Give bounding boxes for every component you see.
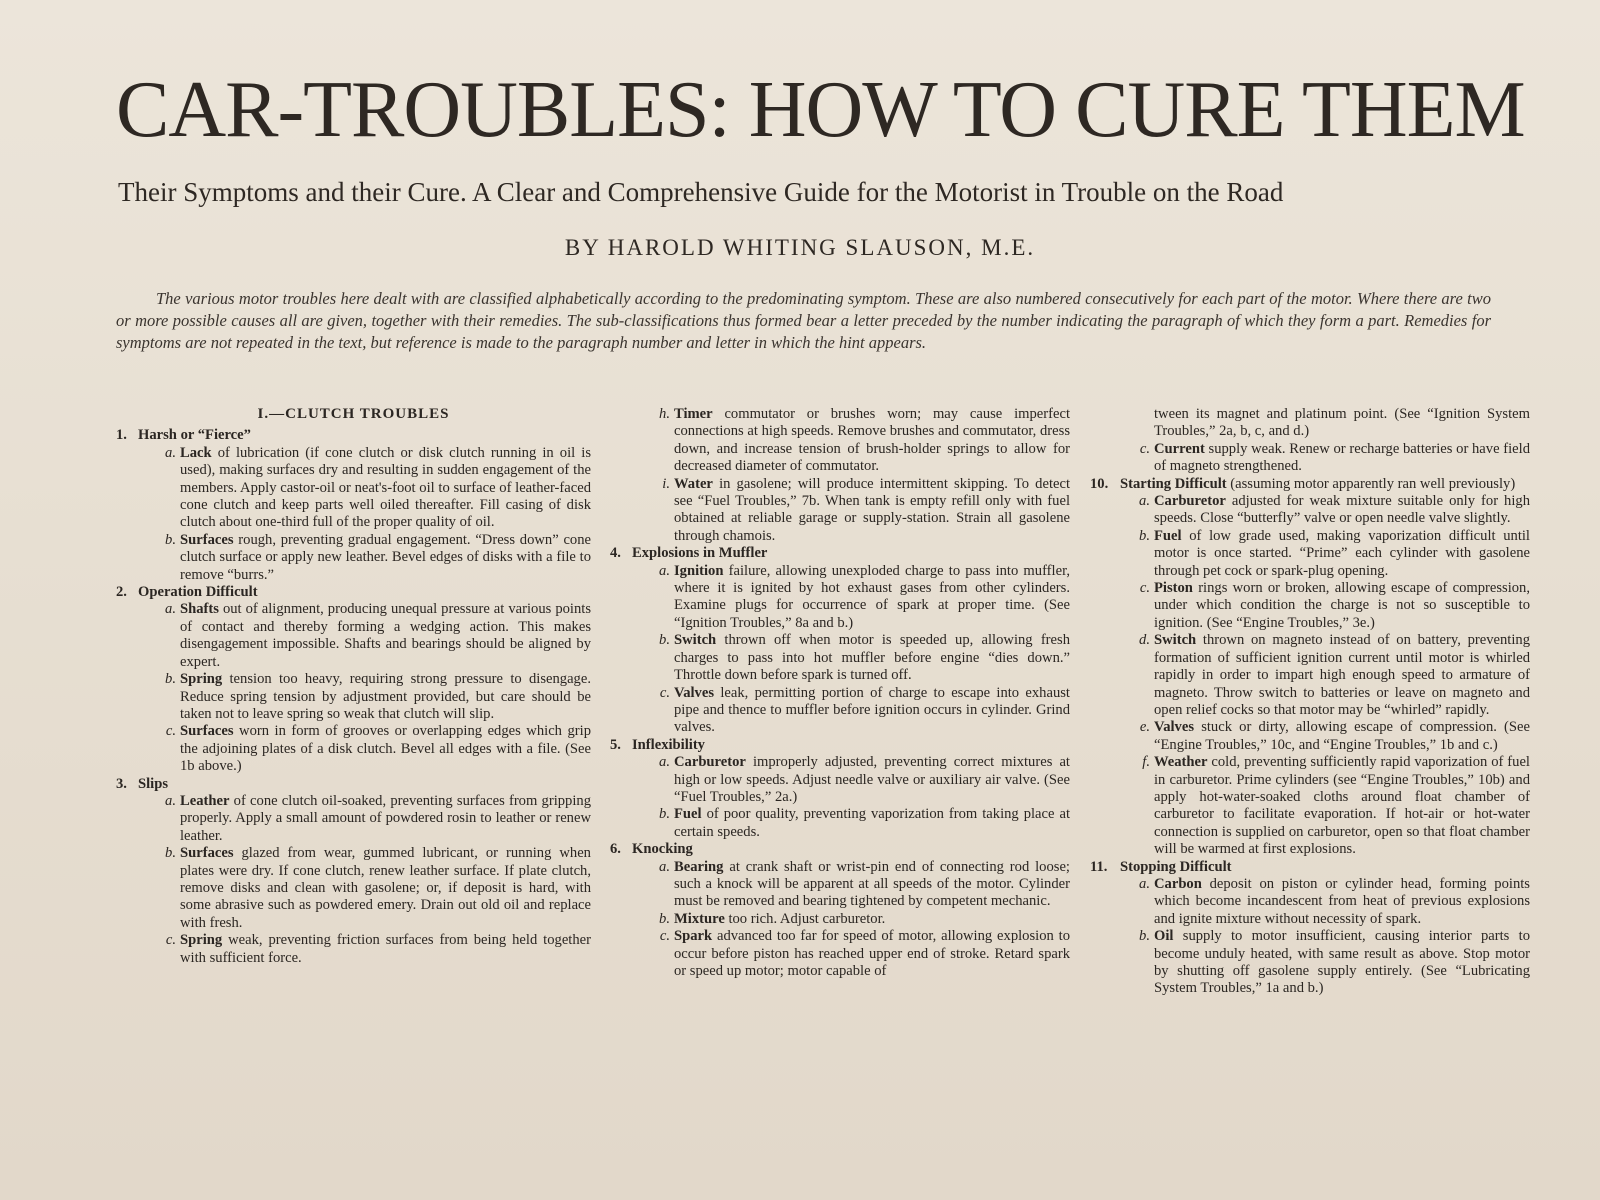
entry-c-current: c. Current supply weak. Renew or recharge batteries or have field of magneto strengthened. [1139, 440, 1530, 475]
heading-harsh-or-fierce: 1. Harsh or “Fierce” [116, 427, 251, 444]
entry-10b: b. Fuel of low grade used, making vaporization difficult until motor is once started. “Prime” each cylinder with gasolene through pet cock or spark-plug opening. [1139, 527, 1530, 579]
column-3 [1090, 406, 1530, 998]
entry-4a: a. Ignition failure, allowing unexploded charge to pass into muffler, where it is ignited by hot exhaust gases from other cylinders. Examine plugs for occurrence of spark at proper time. (See “Ignition Troubles,” 8a and b.) [659, 562, 1070, 631]
heading-explosions-in-muffler: 4. Explosions in Muffler [610, 545, 768, 562]
entry-1a: a. Lack of lubrication (if cone clutch or disk clutch running in oil is used), making surfaces dry and resulting in sudden engagement of the members. Apply castor-oil or neat's-foot oil to surface of leather-faced cone clutch and keep parts well oiled thereafter. Fill casing of disk clutch about one-third full of the proper quality of oil. [165, 444, 591, 531]
heading-knocking: 6. Knocking [610, 841, 693, 858]
entry-3b: b. Surfaces glazed from wear, gummed lubricant, or running when plates were dry. If cone clutch, renew leather surface. If plate clutch, remove disks and clean with gasolene; or, if deposit is hard, with some abrasive such as powdered emery. Drain out old oil and replace with fresh. [165, 845, 591, 931]
entry-2a: a. Shafts out of alignment, producing unequal pressure at various points of contact and thereby forming a wedging action. This makes disengagement impossible. Shafts and bearings should be aligned by expert. [165, 601, 591, 670]
page-title: CAR-TROUBLES: HOW TO CURE THEM [116, 66, 1525, 154]
entry-h-timer: h. Timer commutator or brushes worn; may cause imperfect connections at high speeds. Remove brushes and commutator, dress down, and increase tension of brush-holder springs to allow for decreased diameter of commutator. [659, 406, 1070, 475]
entry-10d: d. Switch thrown on magneto instead of on battery, preventing formation of sufficient ignition current until motor is whirled rapidly in order to impart high enough speed to armature of magneto. Throw switch to batteries or leave on magneto and open relief cocks so that motor may be “whirled” rapidly. [1139, 632, 1530, 718]
heading-inflexibility: 5. Inflexibility [610, 736, 705, 753]
entry-6a: a. Bearing at crank shaft or wrist-pin end of connecting rod loose; such a knock will be apparent at all speeds of the motor. Cylinder must be removed and bearing tightened by competent mechanic. [659, 858, 1070, 910]
heading-operation-difficult: 2. Operation Difficult [116, 584, 258, 601]
entry-11a: a. Carbon deposit on piston or cylinder head, forming points which become incandescent from heat of previous explosions and ignite mixture without necessity of spark. [1139, 875, 1530, 927]
page-subtitle: Their Symptoms and their Cure. A Clear and Comprehensive Guide for the Motorist in Trouble on the Road [118, 177, 1284, 207]
entry-5a: a. Carburetor improperly adjusted, preventing correct mixtures at high or low speeds. Adjust needle valve or auxiliary air valve. (See “Fuel Troubles,” 2a.) [659, 754, 1070, 805]
entry-3a: a. Leather of cone clutch oil-soaked, preventing surfaces from gripping properly. Apply a small amount of powdered rosin to leather or renew leather. [165, 792, 591, 844]
section-title: I.—CLUTCH TROUBLES [257, 406, 450, 422]
entry-4c: c. Valves leak, permitting portion of charge to escape into exhaust pipe and thence to muffler before ignition occurs in cylinder. Grind valves. [659, 684, 1070, 736]
entry-2b: b. Spring tension too heavy, requiring strong pressure to disengage. Reduce spring tension by adjustment provided, but care should be taken not to leave spring so weak that clutch will slip. [165, 671, 591, 722]
entry-10f: f. Weather cold, preventing sufficiently rapid vaporization of fuel in carburetor. Prime cylinders (see “Engine Troubles,” 10b) and apply hot-water-soaked cloths around float chamber of carburetor to facilitate evaporation. If hot-air or hot-water connection is supplied on carburetor, open so that float chamber will be warmed at first explosions. [1142, 754, 1530, 858]
entry-6b: b. Mixture too rich. Adjust carburetor. [659, 910, 886, 927]
heading-stopping-difficult: 11. Stopping Difficult [1090, 858, 1232, 875]
column-1 [116, 406, 591, 967]
entry-6c: c. Spark advanced too far for speed of motor, allowing explosion to occur before piston has reached upper end of stroke. Retard spark or speed up motor; motor capable of [659, 928, 1070, 979]
entry-i-water: i. Water in gasolene; will produce intermittent skipping. To detect see “Fuel Troubles,” 7b. When tank is empty refill only with fuel obtained at reliable garage or supply-station. Strain all gasolene through chamois. [662, 475, 1071, 544]
entry-11b: b. Oil supply to motor insufficient, causing interior parts to become unduly heated, with same result as above. Stop motor by shutting off gasolene supply entirely. (See “Lubricating System Troubles,” 1a and b.) [1139, 928, 1530, 997]
entry-10e: e. Valves stuck or dirty, allowing escape of compression. (See “Engine Troubles,” 10c, and “Engine Troubles,” 1b and c.) [1139, 719, 1530, 753]
intro-paragraph: The various motor troubles here dealt with are classified alphabetically according to the predominating symptom. These are also numbered consecutively for each part of the motor. Where there are two or more possible causes all are given, together with their remedies. The sub-classifications thus formed bear a letter preceded by the number indicating the paragraph of which they form a part. Remedies for symptoms are not repeated in the text, but reference is made to the paragraph number and letter in which the hint appears. [116, 289, 1491, 352]
entry-10c: c. Piston rings worn or broken, allowing escape of compression, under which condition the charge is not so susceptible to ignition. (See “Engine Troubles,” 3e.) [1139, 580, 1531, 631]
entry-10a: a. Carburetor adjusted for weak mixture suitable only for high speeds. Close “butterfly” valve or open needle valve slightly. [1139, 493, 1530, 527]
entry-3c: c. Spring weak, preventing friction surfaces from being held together with sufficient force. [165, 932, 591, 966]
author-byline: BY HAROLD WHITING SLAUSON, M.E. [564, 235, 1036, 260]
entry-5b: b. Fuel of poor quality, preventing vaporization from taking place at certain speeds. [659, 806, 1070, 840]
entry-4b: b. Switch thrown off when motor is speeded up, allowing fresh charges to pass into hot muffler before engine “dies down.” Throttle down before spark is turned off. [659, 632, 1070, 684]
entry-2c: c. Surfaces worn in form of grooves or overlapping edges which grip the adjoining plates of a disk clutch. Bevel all edges with a file. (See 1b above.) [165, 723, 591, 775]
heading-slips: 3. Slips [116, 775, 169, 792]
entry-continued: tween its magnet and platinum point. (See “Ignition System Troubles,” 2a, b, c, and d.) [1154, 406, 1530, 440]
entry-1b: b. Surfaces rough, preventing gradual engagement. “Dress down” cone clutch surface or apply new leather. Bevel edges of disks with a file to remove “burrs.” [165, 531, 591, 583]
heading-starting-difficult: 10. Starting Difficult (assuming motor apparently ran well previously) [1090, 475, 1516, 492]
column-2 [610, 406, 1070, 980]
